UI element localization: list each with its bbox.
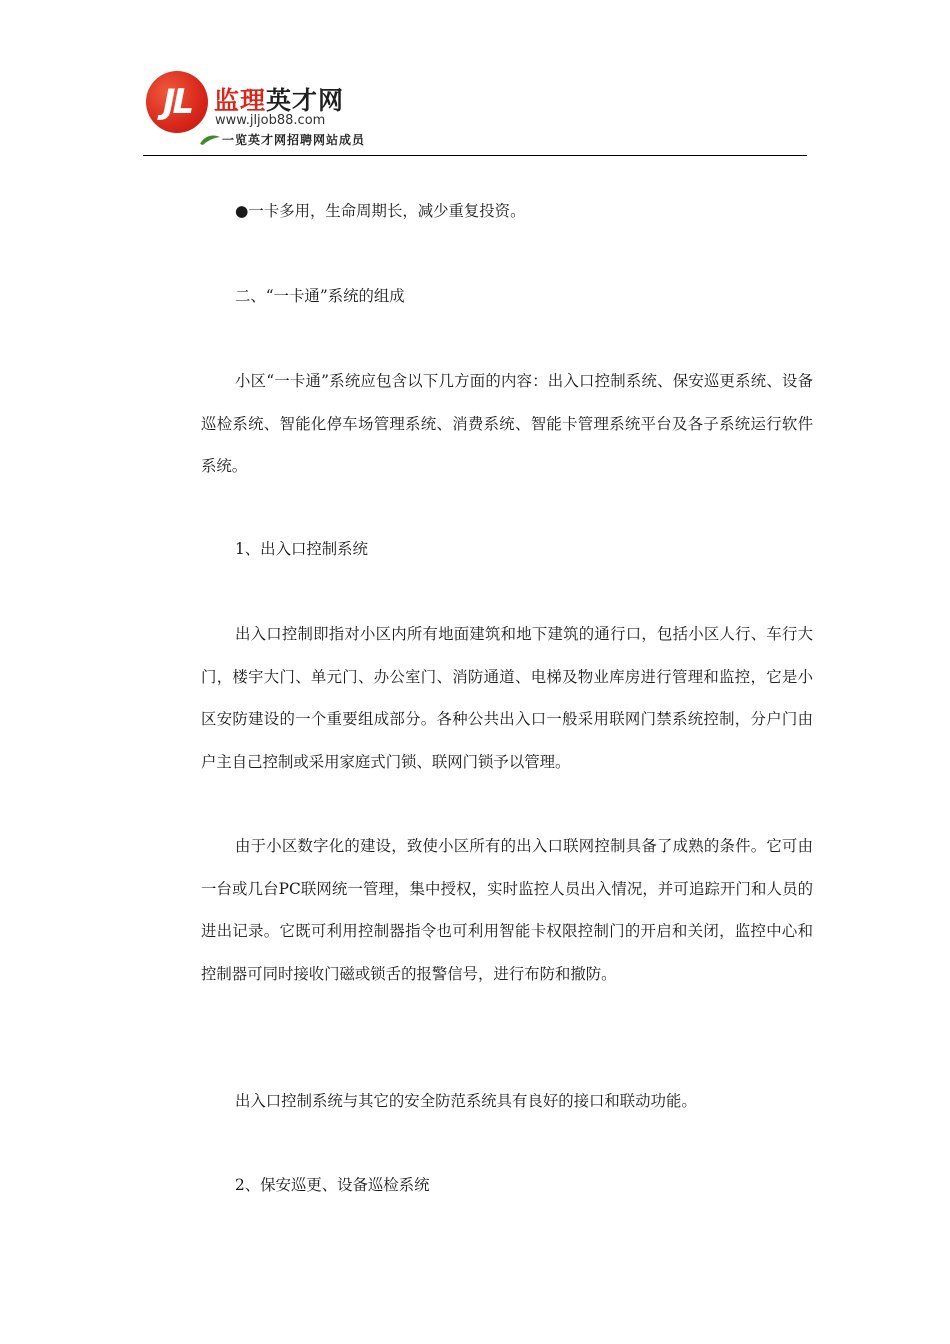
access-control-paragraph-3: 出入口控制系统与其它的安全防范系统具有良好的接口和联动功能。	[235, 1092, 697, 1110]
bullet-line: ●一卡多用，生命周期长，减少重复投资。	[235, 202, 526, 220]
logo-letters: JL	[162, 82, 192, 122]
intro-paragraph: 小区“一卡通”系统应包含以下几方面的内容：出入口控制系统、保安巡更系统、设备巡检系统、智能化停车场管理系统、消费系统、智能卡管理系统平台及各子系统运行软件系统。	[201, 372, 813, 475]
access-control-paragraph-1: 出入口控制即指对小区内所有地面建筑和地下建筑的通行口，包括小区人行、车行大门，楼宇大门、单元门、办公室门、消防通道、电梯及物业库房进行管理和监控，它是小区安防建设的一个重要组成部分。各种公共出入口一般采用联网门禁系统控制，分户门由户主自己控制或采用家庭式门锁、联网门锁予以管理。	[201, 625, 813, 771]
leaf-icon	[199, 134, 221, 146]
brand-slogan: 一览英才网招聘网站成员	[222, 133, 366, 147]
sub-heading-patrol: 2、保安巡更、设备巡检系统	[235, 1176, 430, 1194]
sub-heading-access-control: 1、出入口控制系统	[235, 540, 368, 558]
brand-url: www.jljob88.com	[215, 113, 326, 128]
brand-name-part1: 监理	[214, 86, 267, 115]
logo-mark	[146, 71, 208, 133]
header-divider	[143, 155, 807, 156]
section-heading: 二、“一卡通”系统的组成	[235, 287, 405, 305]
page-header	[143, 64, 807, 156]
brand-name	[214, 81, 344, 117]
brand-name-part2: 英才网	[266, 86, 345, 115]
access-control-paragraph-2: 由于小区数字化的建设，致使小区所有的出入口联网控制具备了成熟的条件。它可由一台或几台PC联网统一管理，集中授权，实时监控人员出入情况，并可追踪开门和人员的进出记录。它既可利用控制器指令也可利用智能卡权限控制门的开启和关闭，监控中心和控制器可同时接收门磁或锁舌的报警信号，进行布防和撤防。	[201, 837, 813, 983]
